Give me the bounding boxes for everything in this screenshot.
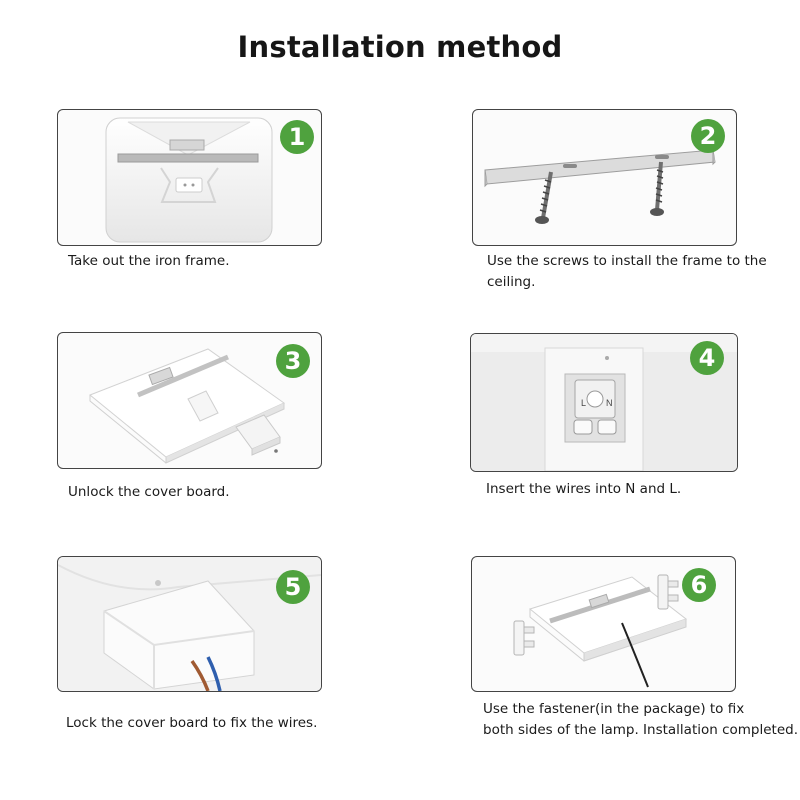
terminal-label-n: N xyxy=(606,398,613,408)
step-5-number-badge: 5 xyxy=(276,570,310,604)
step-1-number-badge: 1 xyxy=(280,120,314,154)
step-1-panel xyxy=(57,109,322,246)
step-3-caption-line: Unlock the cover board. xyxy=(68,484,230,500)
step-3-caption xyxy=(68,482,230,503)
step-5-panel xyxy=(57,556,322,692)
step-2-caption xyxy=(487,251,767,293)
step-4-caption-line: Insert the wires into N and L. xyxy=(486,481,682,497)
step-4-number-badge: 4 xyxy=(690,341,724,375)
terminal-label-l: L xyxy=(581,398,587,408)
step-6-caption-line: Use the fastener(in the package) to fix xyxy=(483,701,745,717)
screw-icon xyxy=(650,162,664,216)
page-title: Installation method xyxy=(237,30,563,64)
fastener-icon xyxy=(514,621,534,655)
step-6-number-badge: 6 xyxy=(682,568,716,602)
step-2-caption-line: ceiling. xyxy=(487,274,536,290)
screw-icon xyxy=(535,172,551,224)
step-2-panel xyxy=(472,109,737,246)
step-6-caption-line: both sides of the lamp. Installation completed. xyxy=(483,722,799,738)
step-3-panel xyxy=(57,332,322,469)
step-5-caption xyxy=(66,713,317,734)
step-2-caption-line: Use the screws to install the frame to the xyxy=(487,253,767,269)
step-6-caption xyxy=(483,699,798,741)
fastener-icon xyxy=(658,575,678,609)
step-1-caption-line: Take out the iron frame. xyxy=(68,253,230,269)
step-4-panel xyxy=(470,333,738,472)
step-3-number-badge: 3 xyxy=(276,344,310,378)
step-5-caption-line: Lock the cover board to fix the wires. xyxy=(66,715,318,731)
step-1-caption xyxy=(68,251,230,272)
step-4-caption xyxy=(486,479,681,500)
step-2-number-badge: 2 xyxy=(691,119,725,153)
step-6-panel xyxy=(471,556,736,692)
